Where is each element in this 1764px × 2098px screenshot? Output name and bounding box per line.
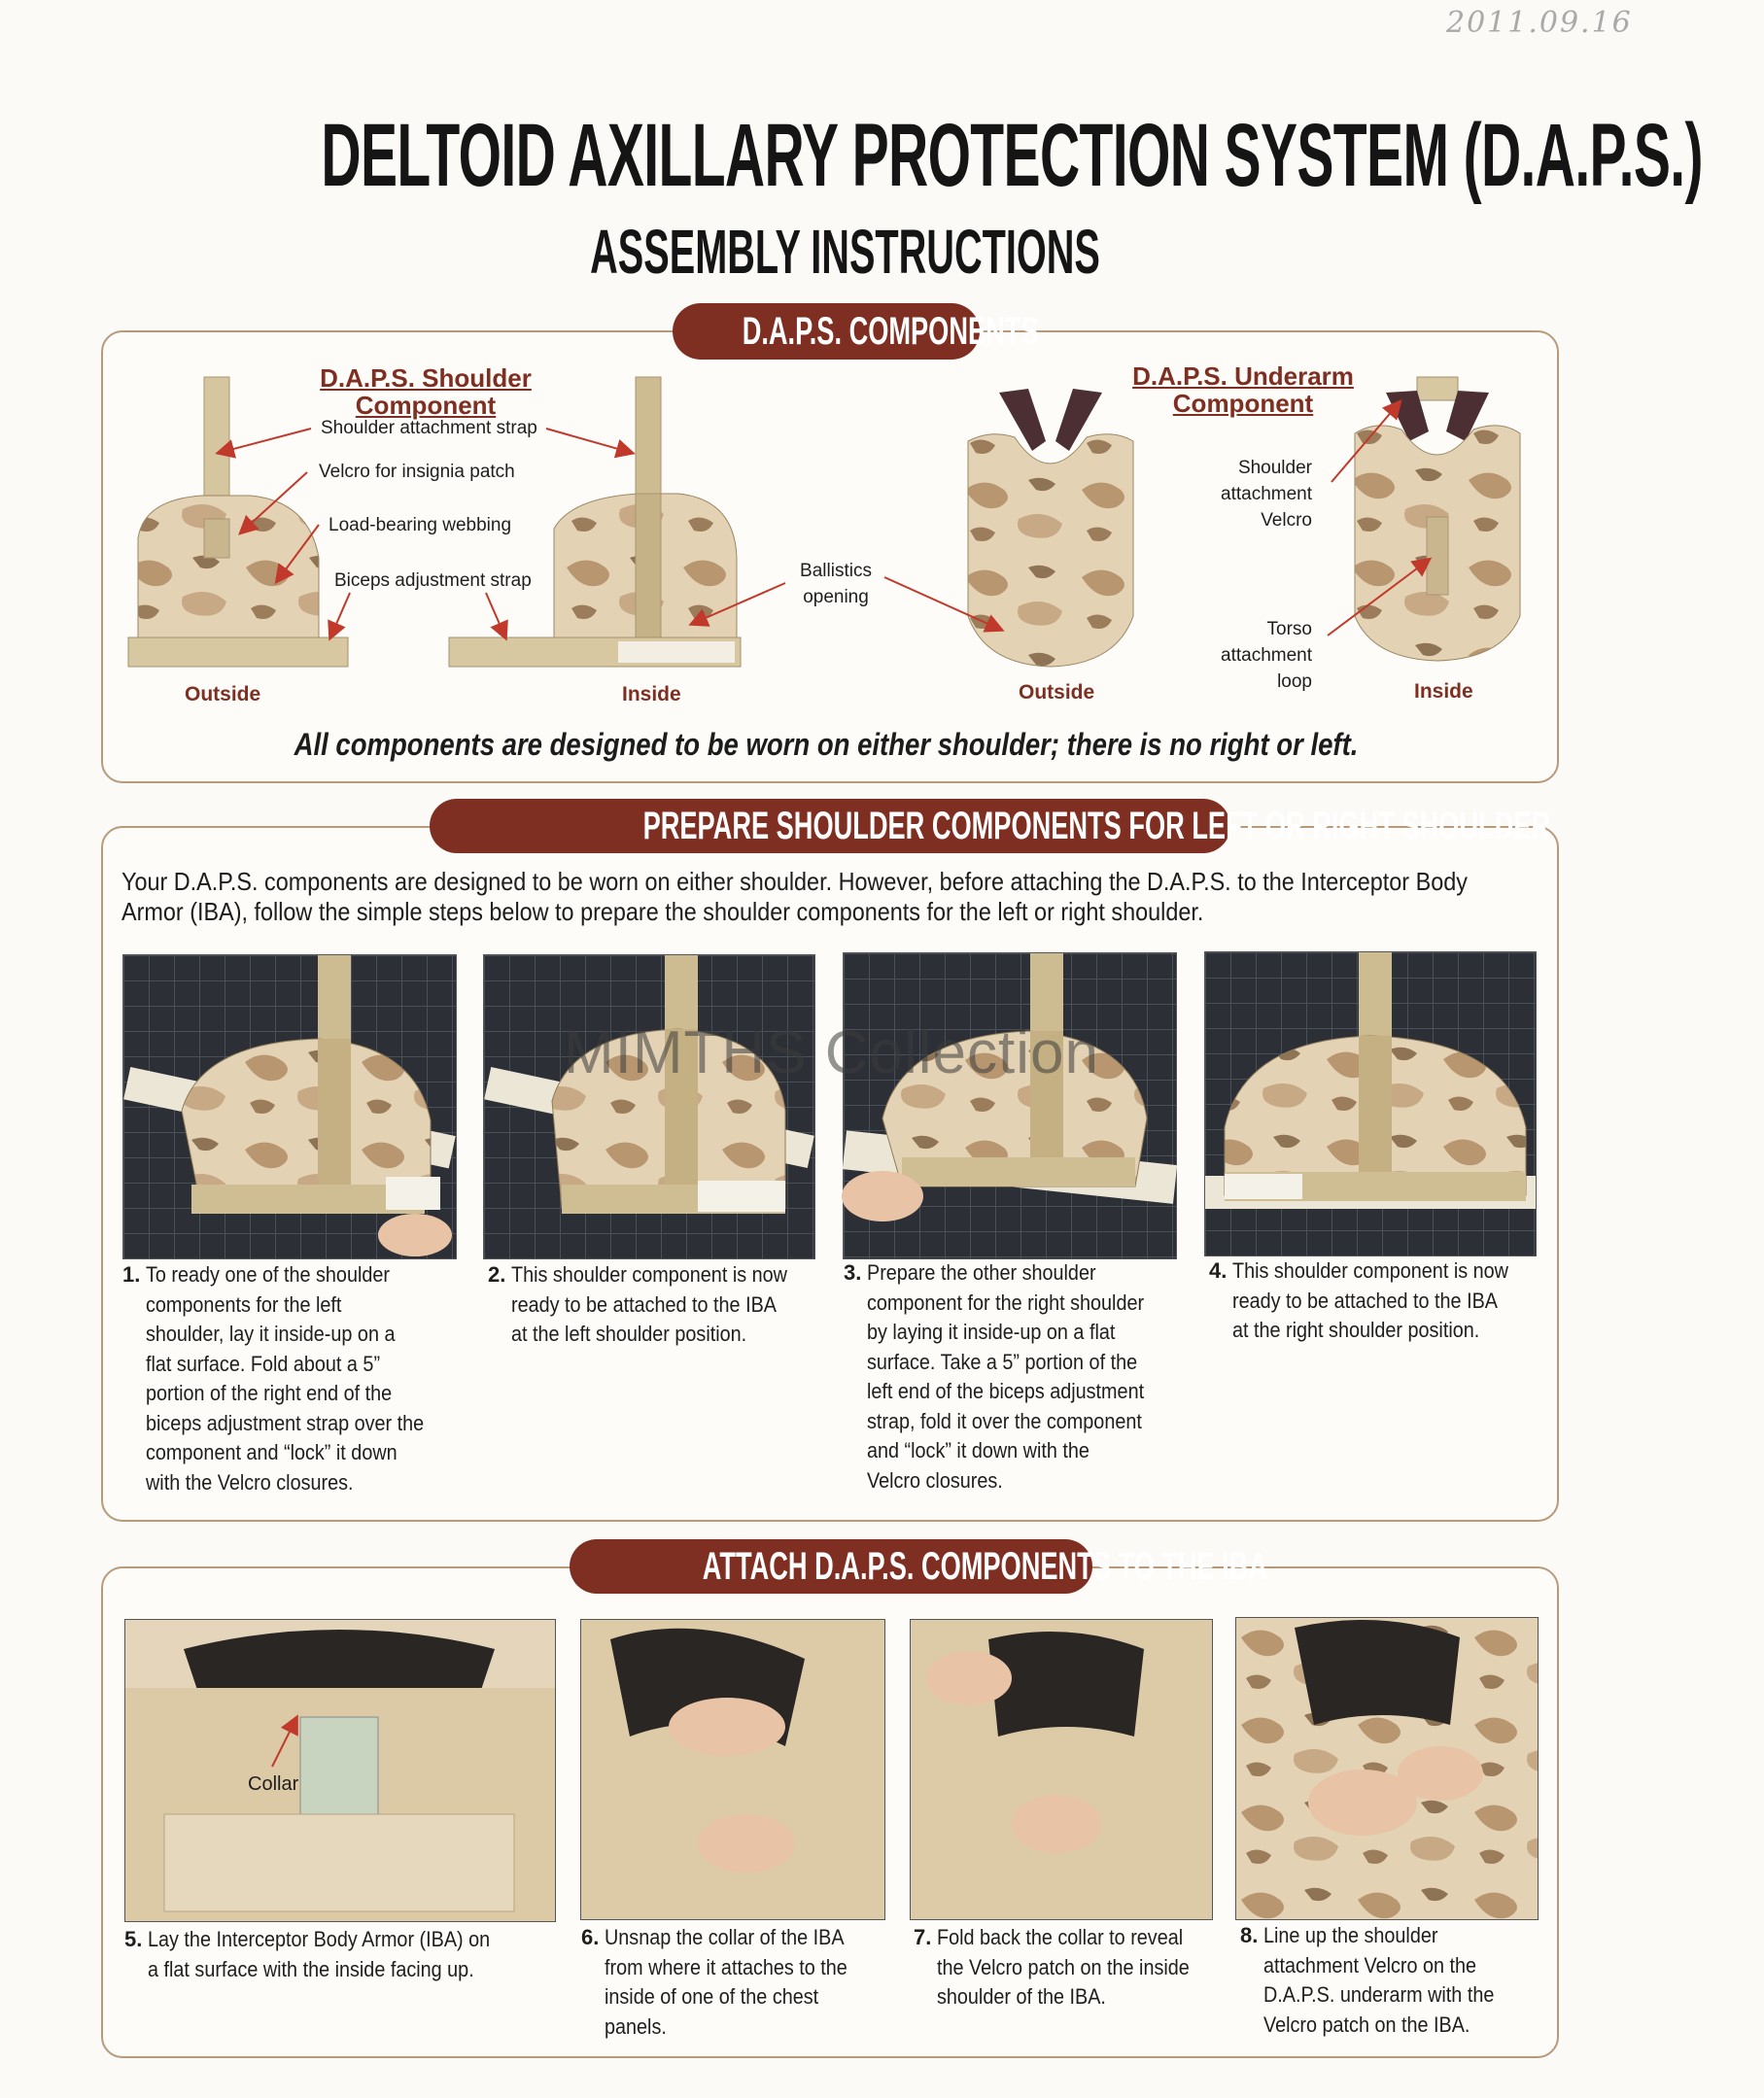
components-tagline: All components are designed to be worn on either shoulder; there is no right or left. xyxy=(294,727,1359,762)
callout-biceps-strap: Biceps adjustment strap xyxy=(334,570,532,591)
step-1-number: 1. xyxy=(122,1262,141,1287)
step-6-text xyxy=(581,1923,886,2042)
step-8-text xyxy=(1240,1921,1536,2040)
prepare-heading: PREPARE SHOULDER COMPONENTS FOR LEFT OR RIGHT SHOULDER xyxy=(430,799,1230,853)
prepare-intro-line1: Your D.A.P.S. components are designed to be worn on either shoulder. However, before attaching the D.A.P.S. to the Interceptor Body xyxy=(121,867,1468,896)
callout-shoulder-velcro-line3: Velcro xyxy=(1261,510,1312,531)
watermark: MIMTHS Collection xyxy=(564,1019,1099,1086)
callout-torso-line1: Torso xyxy=(1266,619,1312,639)
callout-webbing: Load-bearing webbing xyxy=(329,515,512,535)
step-1-line: To ready one of the shoulder xyxy=(146,1262,390,1287)
callout-ballistics-line1: Ballistics xyxy=(800,561,872,581)
underarm-component-title xyxy=(1108,362,1378,417)
step-7-line: shoulder of the IBA. xyxy=(937,1984,1106,2009)
step-6-photo xyxy=(580,1619,885,1920)
step-1-line: biceps adjustment strap over the xyxy=(146,1410,425,1435)
step-4-photo xyxy=(1204,951,1537,1256)
callout-shoulder-velcro xyxy=(1195,455,1312,533)
step-4-line: ready to be attached to the IBA xyxy=(1232,1288,1498,1313)
collar-label: Collar xyxy=(248,1773,299,1795)
step-8-number: 8. xyxy=(1240,1923,1259,1947)
step-1-photo xyxy=(122,954,457,1259)
step-4-number: 4. xyxy=(1209,1258,1228,1283)
step-4-text xyxy=(1209,1256,1553,1346)
step-5-line: a flat surface with the inside facing up. xyxy=(148,1956,474,1981)
step-5-photo xyxy=(124,1619,556,1922)
step-8-line: D.A.P.S. underarm with the xyxy=(1263,1982,1495,2007)
step-2-line: at the left shoulder position. xyxy=(511,1322,747,1346)
step-7-photo xyxy=(910,1619,1213,1920)
step-2-line: This shoulder component is now xyxy=(511,1262,787,1287)
step-5-number: 5. xyxy=(124,1927,143,1951)
underarm-inside-image xyxy=(1347,373,1528,669)
step-1-line: with the Velcro closures. xyxy=(146,1469,354,1495)
label-shoulder-outside: Outside xyxy=(185,683,261,705)
underarm-title-line1: D.A.P.S. Underarm xyxy=(1132,361,1354,391)
step-6-number: 6. xyxy=(581,1925,600,1949)
callout-velcro-insignia: Velcro for insignia patch xyxy=(319,462,515,482)
step-4-line: This shoulder component is now xyxy=(1232,1258,1508,1283)
step-7-number: 7. xyxy=(914,1925,932,1949)
callout-shoulder-velcro-line2: attachment xyxy=(1221,484,1312,504)
callout-torso-line3: loop xyxy=(1277,671,1312,692)
step-3-number: 3. xyxy=(844,1260,862,1285)
prepare-intro-line2: Armor (IBA), follow the simple steps below to prepare the shoulder components for the left or right shoulder. xyxy=(121,897,1204,926)
step-7-line: Fold back the collar to reveal xyxy=(937,1925,1184,1949)
attach-heading: ATTACH D.A.P.S. COMPONENTS TO THE IBA xyxy=(570,1539,1092,1594)
step-1-text xyxy=(122,1260,467,1497)
underarm-title-line2: Component xyxy=(1172,389,1314,418)
shoulder-outside-image xyxy=(124,373,350,674)
page-title: DELTOID AXILLARY PROTECTION SYSTEM (D.A.P.S.) xyxy=(321,106,1703,205)
step-1-line: components for the left xyxy=(146,1291,342,1317)
callout-torso-loop xyxy=(1195,616,1312,695)
step-1-line: flat surface. Fold about a 5” xyxy=(146,1351,381,1376)
step-7-text xyxy=(914,1923,1219,2012)
step-3-line: strap, fold it over the component xyxy=(867,1408,1142,1433)
step-3-line: Velcro closures. xyxy=(867,1467,1003,1493)
step-5-line: Lay the Interceptor Body Armor (IBA) on xyxy=(148,1927,491,1951)
step-3-line: surface. Take a 5” portion of the xyxy=(867,1349,1138,1374)
callout-ballistics xyxy=(787,558,884,610)
step-5-text xyxy=(124,1925,575,1984)
label-shoulder-inside: Inside xyxy=(622,683,681,705)
callout-shoulder-velcro-line1: Shoulder xyxy=(1237,458,1312,478)
label-underarm-inside: Inside xyxy=(1414,680,1473,703)
prepare-intro xyxy=(121,867,1521,927)
step-3-line: component for the right shoulder xyxy=(867,1290,1145,1315)
step-7-line: the Velcro patch on the inside xyxy=(937,1954,1190,1979)
step-3-photo xyxy=(843,952,1177,1259)
step-1-line: portion of the right end of the xyxy=(146,1381,393,1405)
underarm-outside-image xyxy=(960,383,1141,674)
label-underarm-outside: Outside xyxy=(1019,681,1095,704)
step-8-line: attachment Velcro on the xyxy=(1263,1952,1477,1978)
shoulder-component-title: D.A.P.S. Shoulder Component xyxy=(320,363,532,420)
step-2-line: ready to be attached to the IBA xyxy=(511,1291,777,1317)
callout-ballistics-line2: opening xyxy=(803,587,869,607)
callout-shoulder-strap: Shoulder attachment strap xyxy=(321,418,537,438)
step-4-line: at the right shoulder position. xyxy=(1232,1318,1480,1342)
step-8-photo xyxy=(1235,1617,1539,1920)
page-subtitle: ASSEMBLY INSTRUCTIONS xyxy=(590,217,1100,287)
step-3-line: and “lock” it down with the xyxy=(867,1438,1090,1462)
step-1-line: shoulder, lay it inside-up on a xyxy=(146,1322,396,1346)
step-2-photo xyxy=(483,954,815,1259)
step-2-number: 2. xyxy=(488,1262,506,1287)
callout-torso-line2: attachment xyxy=(1221,645,1312,666)
components-heading: D.A.P.S. COMPONENTS xyxy=(673,303,980,360)
step-3-text xyxy=(844,1258,1188,1496)
step-3-line: Prepare the other shoulder xyxy=(867,1260,1096,1285)
step-8-line: Line up the shoulder xyxy=(1263,1923,1438,1947)
step-6-line: inside of one of the chest xyxy=(605,1984,819,2009)
step-6-line: from where it attaches to the xyxy=(605,1954,847,1979)
step-2-text xyxy=(488,1260,832,1350)
step-1-line: component and “lock” it down xyxy=(146,1440,398,1464)
step-3-line: by laying it inside-up on a flat xyxy=(867,1320,1116,1344)
handwritten-date: 2011.09.16 xyxy=(1446,6,1633,40)
step-6-line: Unsnap the collar of the IBA xyxy=(605,1925,845,1949)
step-6-line: panels. xyxy=(605,2013,667,2039)
step-8-line: Velcro patch on the IBA. xyxy=(1263,2012,1470,2037)
step-3-line: left end of the biceps adjustment xyxy=(867,1379,1145,1403)
